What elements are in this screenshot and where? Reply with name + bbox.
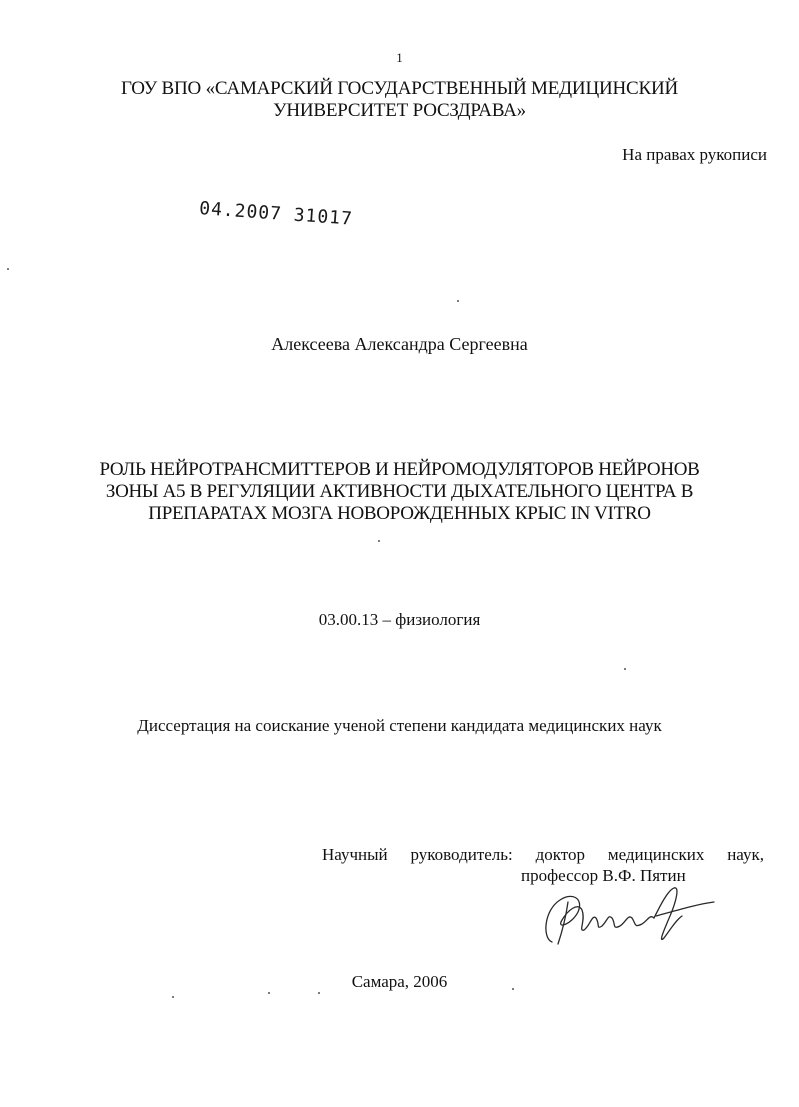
scan-speck	[7, 268, 9, 270]
manuscript-rights-note: На правах рукописи	[622, 145, 767, 164]
handwritten-signature	[538, 880, 728, 955]
page-number: 1	[396, 50, 403, 65]
institution-name	[0, 78, 799, 122]
city-and-year: Самара, 2006	[351, 972, 448, 991]
supervisor-line-1: Научный руководитель: доктор медицинских наук,	[322, 845, 764, 864]
institution-line-1: ГОУ ВПО «САМАРСКИЙ ГОСУДАРСТВЕННЫЙ МЕДИЦИНСКИЙ	[120, 78, 678, 99]
degree-statement: Диссертация на соискание ученой степени кандидата медицинских наук	[137, 716, 662, 735]
scan-speck	[318, 992, 320, 994]
scan-speck	[457, 300, 459, 302]
institution-line-2: УНИВЕРСИТЕТ РОСЗДРАВА»	[273, 100, 526, 121]
scan-speck	[378, 540, 380, 542]
scan-speck	[512, 988, 514, 990]
title-line-2: ЗОНЫ А5 В РЕГУЛЯЦИИ АКТИВНОСТИ ДЫХАТЕЛЬНОГО ЦЕНТРА В	[105, 481, 694, 502]
title-line-1: РОЛЬ НЕЙРОТРАНСМИТТЕРОВ И НЕЙРОМОДУЛЯТОРОВ НЕЙРОНОВ	[99, 459, 700, 480]
dissertation-title	[0, 459, 799, 525]
scan-speck	[172, 996, 174, 998]
library-stamp-number: 04.2007 31017	[198, 198, 354, 230]
title-line-3: ПРЕПАРАТАХ МОЗГА НОВОРОЖДЕННЫХ КРЫС IN VITRO	[148, 503, 651, 524]
specialty-code: 03.00.13 – физиология	[318, 610, 481, 629]
author-name: Алексеева Александра Сергеевна	[271, 334, 528, 354]
scan-speck	[268, 992, 270, 994]
scan-speck	[624, 668, 626, 670]
supervisor-line-2: профессор В.Ф. Пятин	[521, 866, 686, 885]
